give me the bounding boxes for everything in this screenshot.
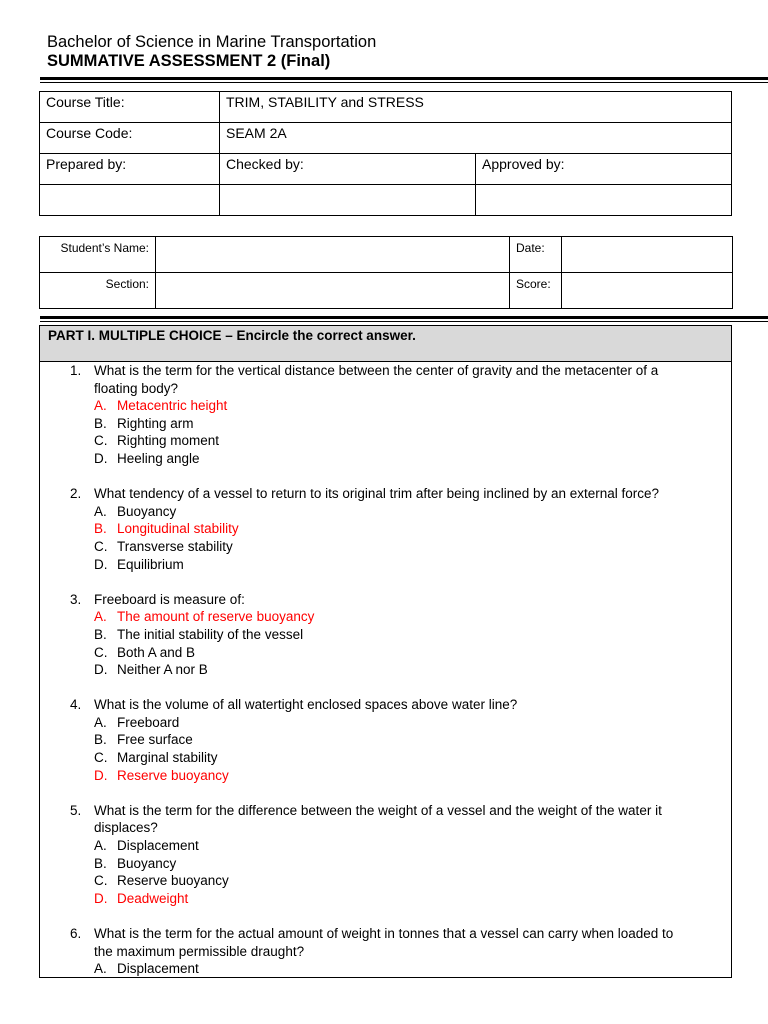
option-text: Marginal stability	[117, 750, 218, 766]
answer-option-d[interactable]	[94, 767, 731, 785]
question-text: What is the term for the vertical distance between the center of gravity and the metacenter of a floating body?	[94, 363, 659, 396]
part1-heading: PART I. MULTIPLE CHOICE – Encircle the correct answer.	[40, 326, 731, 362]
option-text: Transverse stability	[117, 538, 233, 554]
option-letter: D.	[94, 767, 108, 783]
answer-option-a[interactable]	[94, 608, 731, 626]
date-field[interactable]	[562, 237, 733, 273]
option-text: Buoyancy	[117, 503, 177, 519]
question-text: What is the term for the difference between the weight of a vessel and the weight of the water it displaces?	[94, 802, 662, 836]
option-letter: D.	[94, 890, 108, 906]
question-text: What tendency of a vessel to return to its original trim after being inclined by an external force?	[94, 486, 660, 502]
option-letter: A.	[94, 609, 107, 625]
option-text: The amount of reserve buoyancy	[117, 609, 315, 625]
answer-option-c[interactable]	[94, 432, 731, 450]
course-title-label: Course Title:	[40, 92, 220, 123]
option-text: Neither A nor B	[117, 662, 208, 678]
option-letter: B.	[94, 626, 107, 642]
option-letter: B.	[94, 415, 107, 431]
answer-option-c[interactable]	[94, 538, 731, 556]
option-text: Equilibrium	[117, 556, 184, 572]
option-text: Free surface	[117, 732, 193, 748]
signatories-blank-row	[40, 185, 732, 216]
option-letter: C.	[94, 538, 108, 554]
student-info-table	[39, 236, 733, 309]
section-label: Section:	[40, 273, 156, 309]
question-text: Freeboard is measure of:	[94, 591, 245, 607]
question-6	[40, 925, 731, 978]
option-text: Freeboard	[117, 714, 180, 730]
question-number: 1.	[70, 363, 82, 378]
score-label: Score:	[510, 273, 562, 309]
part-rule-thick	[40, 316, 768, 319]
option-text: Reserve buoyancy	[117, 873, 229, 889]
checked-by-label: Checked by:	[220, 154, 476, 185]
question-1	[40, 362, 731, 468]
answer-option-b[interactable]	[94, 855, 731, 873]
option-letter: A.	[94, 398, 107, 414]
header-rule-thin	[40, 82, 768, 83]
assessment-title: SUMMATIVE ASSESSMENT 2 (Final)	[47, 52, 331, 70]
student-name-row	[40, 237, 733, 273]
option-text: The initial stability of the vessel	[117, 626, 304, 642]
question-2	[40, 485, 731, 573]
course-code-value: SEAM 2A	[220, 123, 732, 154]
answer-option-c[interactable]	[94, 749, 731, 767]
option-letter: A.	[94, 838, 107, 854]
document-header	[47, 33, 376, 71]
answer-option-a[interactable]	[94, 960, 731, 978]
program-title: Bachelor of Science in Marine Transportation	[47, 33, 377, 51]
option-letter: B.	[94, 855, 107, 871]
section-field[interactable]	[156, 273, 510, 309]
question-text: What is the term for the actual amount of weight in tonnes that a vessel can carry when loaded to the maximum permissible draught?	[94, 926, 674, 959]
answer-option-b[interactable]	[94, 520, 731, 538]
option-text: Metacentric height	[117, 398, 228, 414]
option-text: Displacement	[117, 961, 199, 977]
option-letter: A.	[94, 714, 107, 730]
question-number: 6.	[70, 926, 82, 941]
approved-by-label: Approved by:	[476, 154, 732, 185]
question-list	[40, 362, 731, 995]
answer-option-b[interactable]	[94, 626, 731, 644]
option-text: Buoyancy	[117, 855, 177, 871]
option-text: Righting arm	[117, 415, 194, 431]
option-letter: D.	[94, 556, 108, 572]
part-rule-thin	[40, 321, 768, 322]
answer-option-c[interactable]	[94, 644, 731, 662]
answer-option-d[interactable]	[94, 450, 731, 468]
answer-option-d[interactable]	[94, 556, 731, 574]
answer-option-d[interactable]	[94, 661, 731, 679]
option-letter: A.	[94, 503, 107, 519]
student-name-field[interactable]	[156, 237, 510, 273]
signatories-label-row	[40, 154, 732, 185]
question-number: 2.	[70, 486, 82, 502]
prepared-by-label: Prepared by:	[40, 154, 220, 185]
option-letter: B.	[94, 732, 107, 748]
course-title-row	[40, 92, 732, 123]
answer-option-a[interactable]	[94, 397, 731, 415]
student-name-label: Student’s Name:	[40, 237, 156, 273]
question-number: 5.	[70, 802, 82, 818]
answer-option-a[interactable]	[94, 837, 731, 855]
option-letter: D.	[94, 662, 108, 678]
option-text: Deadweight	[117, 890, 189, 906]
option-text: Both A and B	[117, 644, 196, 660]
course-code-label: Course Code:	[40, 123, 220, 154]
question-number: 4.	[70, 697, 82, 713]
course-code-row	[40, 123, 732, 154]
answer-option-c[interactable]	[94, 872, 731, 890]
answer-option-a[interactable]	[94, 503, 731, 521]
option-text: Longitudinal stability	[117, 521, 239, 537]
question-4	[40, 696, 731, 784]
option-letter: B.	[94, 521, 107, 537]
option-letter: A.	[94, 961, 107, 977]
option-text: Righting moment	[117, 433, 220, 449]
answer-option-b[interactable]	[94, 731, 731, 749]
question-3	[40, 591, 731, 679]
option-text: Displacement	[117, 838, 199, 854]
option-letter: C.	[94, 750, 108, 766]
section-row	[40, 273, 733, 309]
question-5	[40, 802, 731, 908]
approved-by-field[interactable]	[476, 185, 732, 216]
option-text: Heeling angle	[117, 450, 200, 466]
question-number: 3.	[70, 591, 82, 607]
answer-option-d[interactable]	[94, 890, 731, 908]
date-label: Date:	[510, 237, 562, 273]
question-text: What is the volume of all watertight enclosed spaces above water line?	[94, 697, 518, 713]
course-title-value: TRIM, STABILITY and STRESS	[220, 92, 732, 123]
score-field[interactable]	[562, 273, 733, 309]
part1-section	[39, 325, 732, 978]
option-text: Reserve buoyancy	[117, 767, 229, 783]
option-letter: C.	[94, 873, 108, 889]
option-letter: C.	[94, 433, 108, 449]
option-letter: D.	[94, 450, 108, 466]
header-rule-thick	[40, 77, 768, 80]
prepared-by-field[interactable]	[40, 185, 220, 216]
checked-by-field[interactable]	[220, 185, 476, 216]
course-info-table	[39, 91, 732, 216]
answer-option-b[interactable]	[94, 415, 731, 433]
option-letter: C.	[94, 644, 108, 660]
answer-option-a[interactable]	[94, 714, 731, 732]
